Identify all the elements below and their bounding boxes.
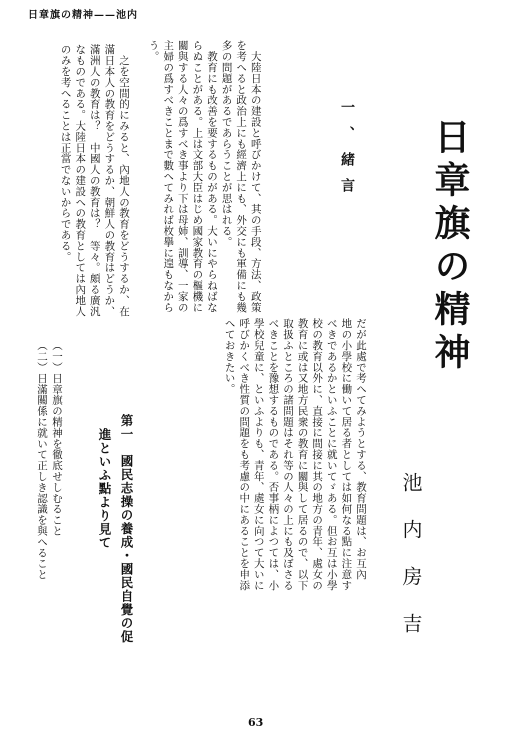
author-name: 池内房吉 — [399, 472, 423, 660]
text-line: 呼びかくべき性質の問題をも考慮の中にあることを申添 — [238, 318, 251, 591]
text-line: 之を空間的にみると、內地人の教育をどうするか、在 — [117, 44, 130, 317]
text-line: なものである。大陸日本の建設への教育としては內地人 — [74, 44, 87, 317]
list-item: （一）日章旗の精神を徹底せしむること — [51, 340, 63, 537]
section-heading: 一、緒言 — [339, 100, 355, 204]
text-line: う。 — [147, 40, 160, 62]
text-line: を考へると政治上にも經濟上にも、外交にも軍備にも幾 — [235, 40, 248, 313]
page-number: 63 — [248, 716, 264, 729]
text-line: 地の小學校に働いて居る者としては如何なる點に注意す — [340, 318, 353, 591]
numbered-list — [34, 340, 64, 720]
article-title: 日章旗の精神 — [429, 118, 471, 376]
intro-paragraph — [146, 40, 263, 313]
text-line: 滿洲人の教育は？ 中國人の教育は？ 等々。頗る廣汎 — [88, 44, 101, 317]
text-line: へておきたい。 — [223, 318, 236, 395]
text-line: らぬことがある。上は文部大臣はじめ國家教育の樞機に — [191, 40, 204, 313]
text-line: 大陸日本の建設と呼びかけて、其の手段、方法、政策 — [249, 40, 262, 313]
text-line: だが此處で考へてみようとする、教育問題は、お互內 — [354, 318, 367, 580]
subheading-line-2: 進といふ點より見て — [97, 428, 112, 550]
text-line: 教育にも改善を要するものがある。大いにやらねばな — [205, 40, 218, 313]
text-line: 滿日本人の教育をどうするか、朝鮮人の教育はどうか、 — [103, 44, 116, 317]
text-line: 主婦の爲すべきことまで數へてみれば枚擧に遑もなから — [162, 40, 175, 313]
text-line: 校の教育以外に、直接に間接に其の地方の青年、處女の — [311, 318, 324, 591]
third-paragraph — [222, 318, 368, 698]
text-line: 學校兒童に、といふよりも、青年、處女に向つて大いに — [252, 318, 265, 591]
text-line: べきことを豫想するものである。否事柄によつては、小 — [267, 318, 280, 591]
text-line: 多の問題があるであらうことが思はれる。 — [220, 40, 233, 248]
list-item: （二）日滿關係に就いて正しき認識を與へること — [36, 340, 48, 580]
text-line: 教育に或は又地方民衆の教育に關與して居るので、以下 — [296, 318, 309, 591]
text-line: 關與する人々の爲すべき事より下は母姉、訓導、一家の — [176, 40, 189, 313]
running-header: 日章旗の精神——池内 — [28, 10, 138, 21]
text-line: のみを考へることは正當でないからである。 — [59, 44, 72, 262]
text-line: べきであるかといふことに就いてゞある。但お互は小學 — [325, 318, 338, 591]
second-paragraph — [58, 44, 131, 317]
text-line: 取扱ふところの諸問題はそれ等の人々の上にも及ぼさる — [281, 318, 294, 591]
subheading-line-1: 第一 國民志操の養成・國民自覺の促 — [119, 414, 134, 644]
